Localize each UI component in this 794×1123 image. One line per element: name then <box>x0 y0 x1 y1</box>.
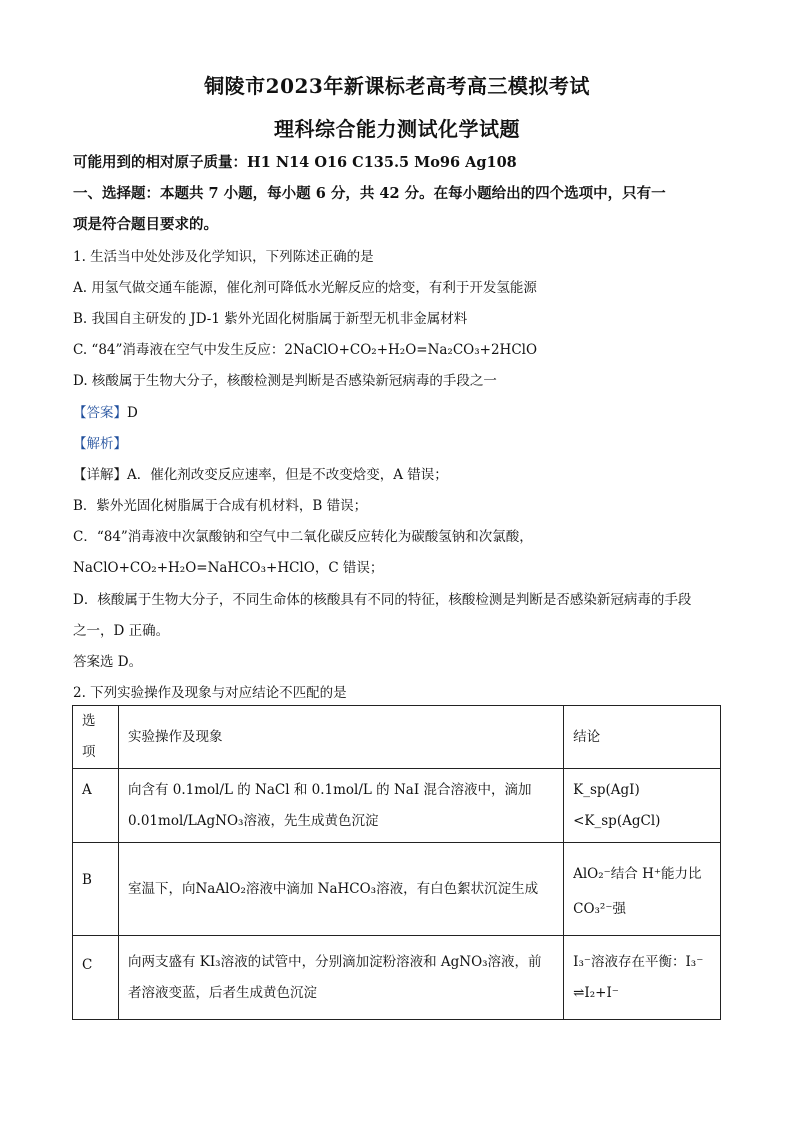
q1-conclusion: 答案选 D。 <box>73 654 143 670</box>
row-option: A <box>73 769 119 843</box>
exam-title: 铜陵市2023年新课标老高考高三模拟考试 <box>204 74 590 98</box>
answer-label: 【答案】 <box>73 405 127 421</box>
table-row <box>73 843 721 936</box>
atomic-masses: 可能用到的相对原子质量：H1 N14 O16 C135.5 Mo96 Ag108 <box>73 154 517 171</box>
q1-option-b: B. 我国自主研发的 JD-1 紫外光固化树脂属于新型无机非金属材料 <box>73 311 468 327</box>
table-header-row <box>73 706 721 769</box>
detail-b: B．紫外光固化树脂属于合成有机材料，B 错误； <box>73 498 368 514</box>
table-row <box>73 936 721 1020</box>
table-row <box>73 769 721 843</box>
header-conclusion: 结论 <box>564 706 721 769</box>
row-conclusion: AlO₂⁻结合 H⁺能力比 CO₃²⁻强 <box>564 843 721 936</box>
row-option: B <box>73 843 119 936</box>
detail-d-line1: D．核酸属于生物大分子，不同生命体的核酸具有不同的特征，核酸检测是判断是否感染新冠病毒的手段 <box>73 592 692 608</box>
header-option: 选项 <box>73 706 119 769</box>
row-operation: 向含有 0.1mol/L 的 NaCl 和 0.1mol/L 的 NaI 混合溶液中，滴加 0.01mol/LAgNO₃溶液，先生成黄色沉淀 <box>118 769 563 843</box>
section-heading-line1: 一、选择题：本题共 7 小题，每小题 6 分，共 42 分。在每小题给出的四个选项中，只有一 <box>73 185 666 202</box>
q1-option-a: A. 用氢气做交通车能源，催化剂可降低水光解反应的焓变，有利于开发氢能源 <box>73 280 537 296</box>
q1-option-d: D. 核酸属于生物大分子，核酸检测是判断是否感染新冠病毒的手段之一 <box>73 373 497 389</box>
q2-table <box>72 705 721 1020</box>
row-operation: 室温下，向NaAlO₂溶液中滴加 NaHCO₃溶液，有白色絮状沉淀生成 <box>118 843 563 936</box>
q2-stem: 2. 下列实验操作及现象与对应结论不匹配的是 <box>73 685 347 701</box>
header-operation: 实验操作及现象 <box>118 706 563 769</box>
answer-value: D <box>127 405 138 421</box>
exam-subtitle: 理科综合能力测试化学试题 <box>274 117 520 141</box>
row-conclusion: K_sp(AgI)<K_sp(AgCl) <box>564 769 721 843</box>
q1-answer <box>73 401 138 421</box>
detail-a: 【详解】A．催化剂改变反应速率，但是不改变焓变，A 错误； <box>73 467 448 483</box>
q1-stem: 1. 生活当中处处涉及化学知识，下列陈述正确的是 <box>73 249 374 265</box>
detail-label: 【详解】 <box>73 467 127 483</box>
q1-option-c: C. “84”消毒液在空气中发生反应：2NaClO+CO₂+H₂O=Na₂CO₃+2HClO <box>73 342 538 358</box>
analysis-label: 【解析】 <box>73 436 127 452</box>
row-conclusion: I₃⁻溶液存在平衡：I₃⁻ ⇌I₂+I⁻ <box>564 936 721 1020</box>
section-heading-line2: 项是符合题目要求的。 <box>73 216 218 233</box>
row-operation: 向两支盛有 KI₃溶液的试管中，分别滴加淀粉溶液和 AgNO₃溶液，前 者溶液变蓝，后者生成黄色沉淀 <box>118 936 563 1020</box>
detail-c-line2: NaClO+CO₂+H₂O=NaHCO₃+HClO，C 错误； <box>73 560 384 576</box>
detail-c-line1: C．“84”消毒液中次氯酸钠和空气中二氧化碳反应转化为碳酸氢钠和次氯酸， <box>73 529 533 545</box>
detail-d-line2: 之一，D 正确。 <box>73 623 170 639</box>
row-option: C <box>73 936 119 1020</box>
